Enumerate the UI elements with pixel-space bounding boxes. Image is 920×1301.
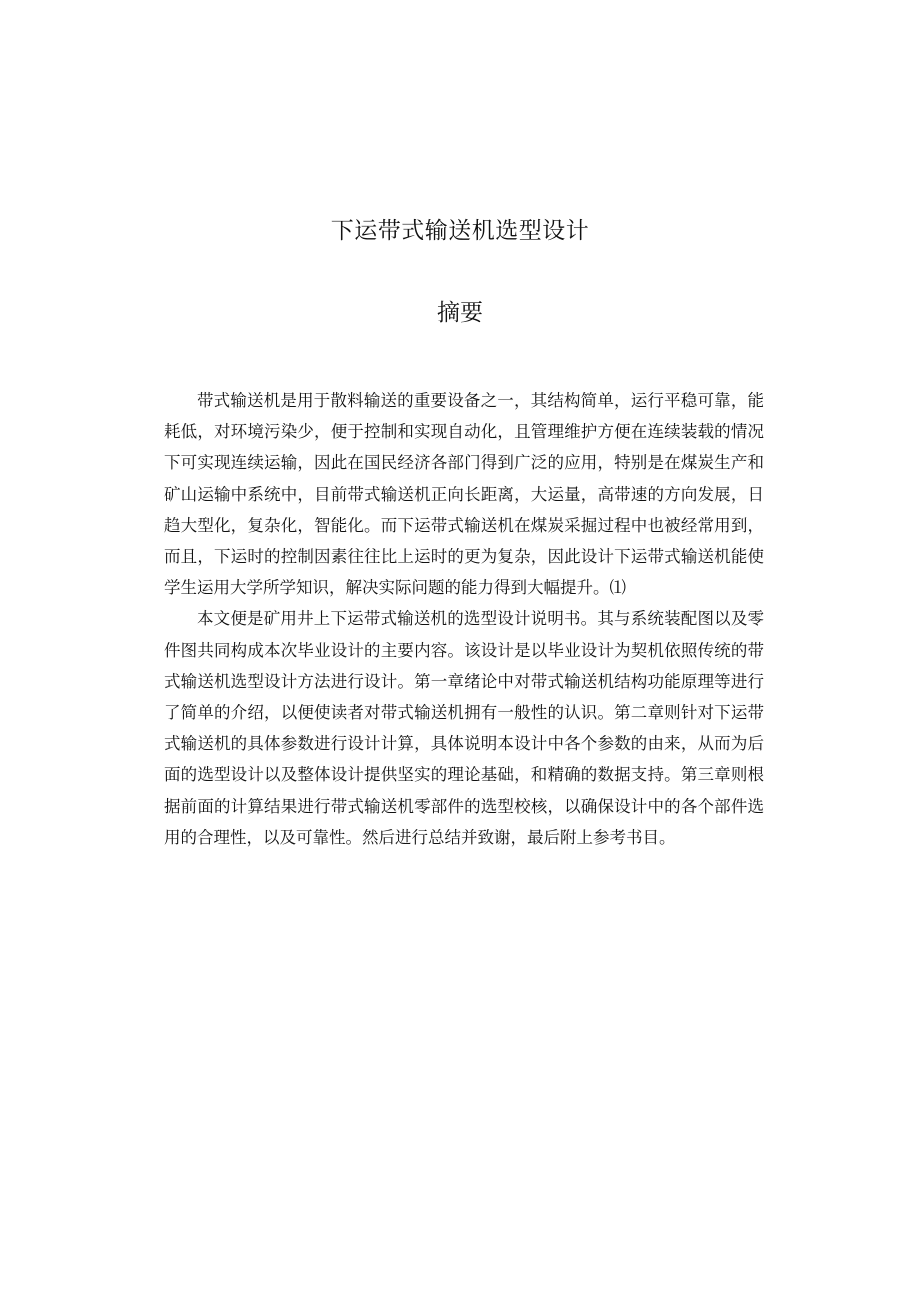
abstract-paragraph-1: 带式输送机是用于散料输送的重要设备之一，其结构简单，运行平稳可靠，能耗低，对环境污染少，便于控制和实现自动化，且管理维护方便在连续装载的情况下可实现连续运输，因此在国民经济各部门得到广泛的应用，特别是在煤炭生产和矿山运输中系统中，目前带式输送机正向长距离，大运量，高带速的方向发展，日趋大型化，复杂化，智能化。而下运带式输送机在煤炭采掘过程中也被经常用到，而且，下运时的控制因素往往比上运时的更为复杂，因此设计下运带式输送机能使学生运用大学所学知识，解决实际问题的能力得到大幅提升。⑴ <box>164 391 764 598</box>
document-title: 下运带式输送机选型设计 <box>330 218 590 244</box>
abstract-body <box>164 385 764 853</box>
abstract-heading: 摘要 <box>437 300 483 326</box>
abstract-paragraph-2: 本文便是矿用井上下运带式输送机的选型设计说明书。其与系统装配图以及零件图共同构成本次毕业设计的主要内容。该设计是以毕业设计为契机依照传统的带式输送机选型设计方法进行设计。第一章绪论中对带式输送机结构功能原理等进行了简单的介绍，以便使读者对带式输送机拥有一般性的认识。第二章则针对下运带式输送机的具体参数进行设计计算，具体说明本设计中各个参数的由来，从而为后面的选型设计以及整体设计提供坚实的理论基础，和精确的数据支持。第三章则根据前面的计算结果进行带式输送机零部件的选型校核，以确保设计中的各个部件选用的合理性，以及可靠性。然后进行总结并致谢，最后附上参考书目。 <box>164 609 764 847</box>
